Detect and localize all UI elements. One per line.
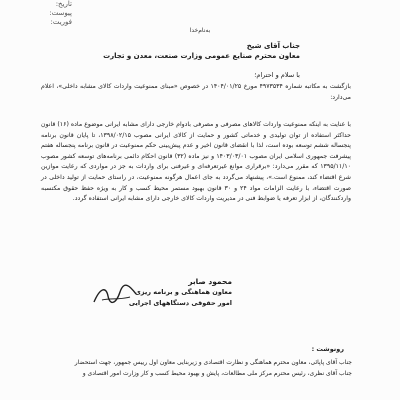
signer-title-1: معاون هماهنگی و برنامه ریزی [134,288,232,296]
date-label: تاریخ: [55,0,72,8]
priority-label: فوریت: [50,18,72,26]
cc-list [40,358,352,379]
recipient-title: معاون محترم صنایع عمومی وزارت صنعت، معدن و تجارت [103,52,300,60]
recipient-name: جناب آقای شیخ [246,42,300,50]
signer-name: محمود صابر [188,277,232,286]
body-paragraph-2: با عنایت به اینکه ممنوعیت واردات کالاهای مصرفی و مصرفی بادوام خارجی دارای مشابه ایرانی موضوع ماده (۱۶) قانون حداکثر استفاده از توان تولیدی و خدماتی کشور و حمایت از کالای ایرانی مصوب ۱۳۹۸/۰۲/۱۵، تا پایان قانون برنامه پنجساله ششم توسعه بوده است، لذا با انقضای قانون اخیر و عدم پیش‌بینی حکم ممنوعیت در قانون برنامه پنجساله هفتم پیشرفت جمهوری اسلامی ایران مصوب ۱۴۰۳/۰۳/۰۱ و نیز ماده (۳۲) قانون احکام دائمی برنامه‌های توسعه کشور مصوب ۱۳۹۵/۱۱/۱۰ که مقرر می‌دارد: «برقراری موانع غیرتعرفه‌ای و غیرفنی برای واردات به جز در مواردی که رعایت موازین شرع اقتضاء کند، ممنوع است.»، پیشنهاد می‌گردد به جای اعمال هرگونه ممنوعیت، در راستای حمایت از تولید داخلی در صورت اقتضاء، با رعایت الزامات مواد ۲۴ و ۳۰ قانون بهبود مستمر محیط کسب و کار به ویژه حفظ حقوق مکتسبه واردکنندگان، از ابزار تعرفه یا ضوابط فنی در مدیریت واردات کالای خارجی دارای مشابه ایرانی استفاده گردد. [41,121,352,203]
attachment-label: پیوست: [49,9,72,17]
cc-item: جناب آقای پاپائی، معاون محترم هماهنگی و نظارت اقتصادی و زیربنایی معاون اول رییس جمهور، جهت استحضار [74,359,352,366]
body-paragraph-1: بازگشت به مکاتبه شماره ۴۹۷۳۵۳۴ مورخ ۱۴۰۴/۰۱/۲۵ در خصوص «مبنای ممنوعیت واردات کالای مشابه داخلی»، اعلام می‌دارد: [41,83,351,101]
basmala: به‌نام‌خدا [189,27,211,34]
cc-item: جناب آقای نظری، رئیس محترم مرکز ملی مطالعات، پایش و بهبود محیط کسب و کار وزارت امور اقتصادی و [82,369,352,377]
signer-title-2: امور حقوقی دستگاههای اجرایی [128,299,232,307]
recipient-block [50,41,300,61]
letter-header [2,0,72,27]
cc-title: رونوشت : [311,345,344,353]
signature-block [82,276,232,309]
greeting: با سلام و احترام؛ [254,71,300,79]
